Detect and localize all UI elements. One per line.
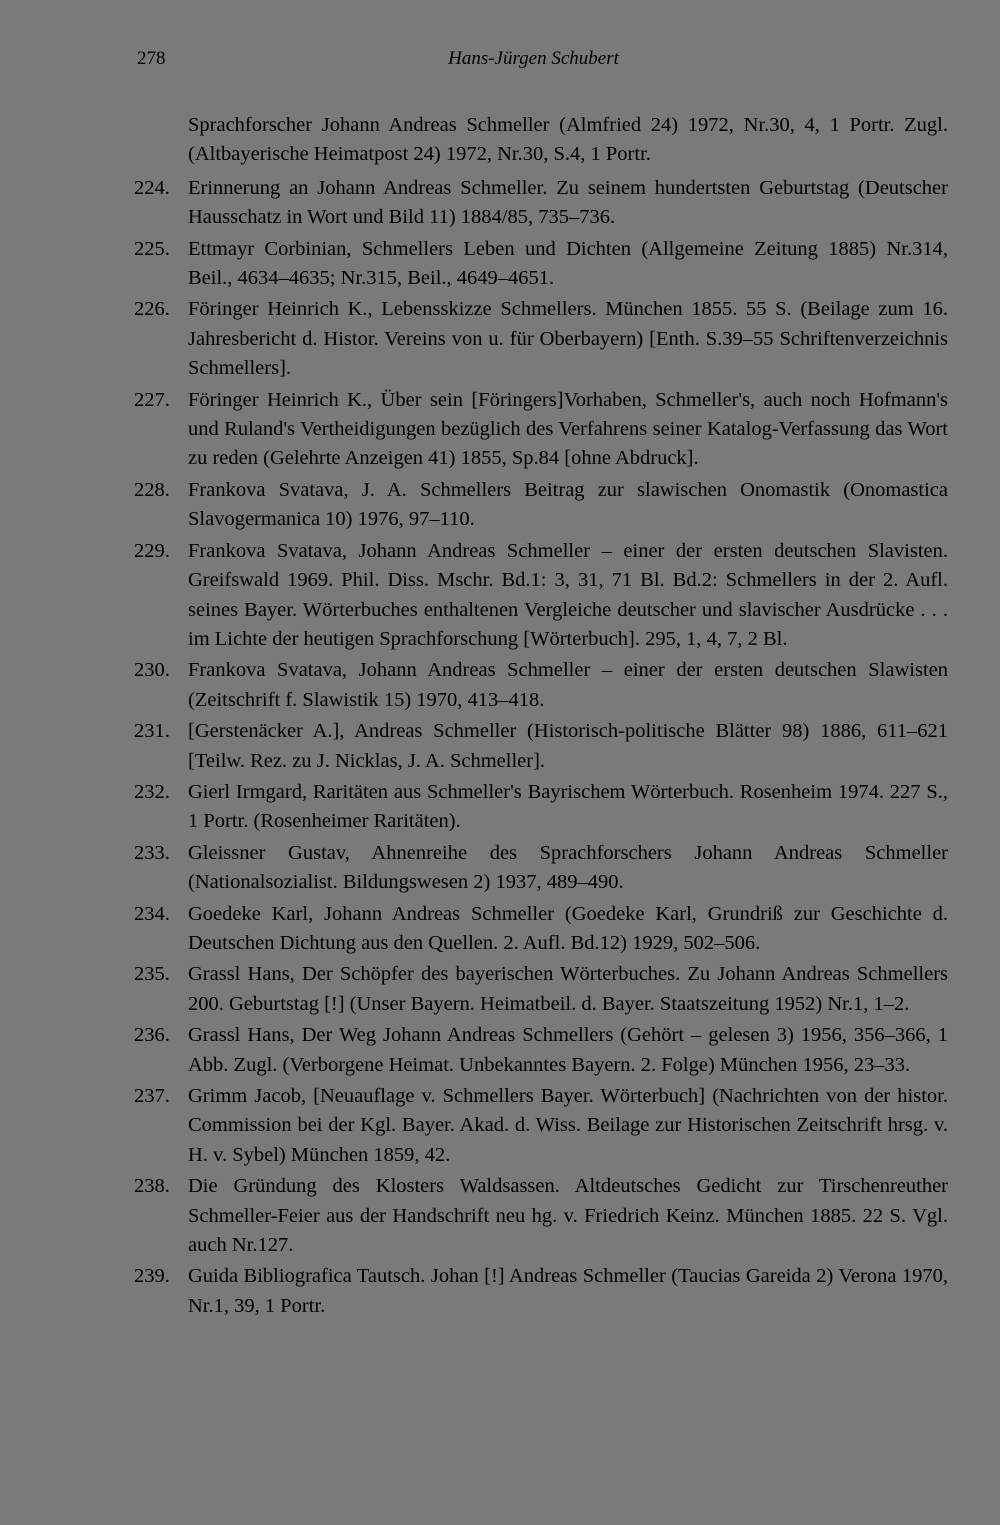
bibliography-continuation bbox=[134, 111, 948, 170]
entry-text: Sprachforscher Johann Andreas Schmeller (Almfried 24) 1972, Nr.30, 4, 1 Portr. Zugl. (Altbayerische Heimatpost 24) 1972, Nr.30, S.4, 1 Portr. bbox=[188, 114, 948, 166]
bibliography-entry-230 bbox=[134, 656, 948, 715]
entry-text: Erinnerung an Johann Andreas Schmeller. Zu seinem hundertsten Geburtstag (Deutscher Hausschatz in Wort und Bild 11) 1884/85, 735–736. bbox=[188, 176, 948, 229]
entry-text: Grimm Jacob, [Neuauflage v. Schmellers Bayer. Wörterbuch] (Nachrichten von der histor. Commission bei der Kgl. Bayer. Akad. d. Wiss. Beilage zur Historischen Zeitschrift hrsg. v. H. v. Sybel) München 1859, 42. bbox=[188, 1085, 948, 1166]
bibliography-entry-231 bbox=[134, 717, 948, 776]
bibliography-list bbox=[134, 111, 948, 1323]
entry-number: 229. bbox=[134, 539, 170, 562]
bibliography-entry-225 bbox=[134, 235, 948, 294]
entry-text: Frankova Svatava, Johann Andreas Schmeller – einer der ersten deutschen Slawisten (Zeitschrift f. Slawistik 15) 1970, 413–418. bbox=[188, 659, 948, 711]
entry-text: Frankova Svatava, J. A. Schmellers Beitrag zur slawischen Onomastik (Onomastica Slavogermanica 10) 1976, 97–110. bbox=[188, 478, 948, 531]
entry-text: Grassl Hans, Der Weg Johann Andreas Schmellers (Gehört – gelesen 3) 1956, 356–366, 1 Abb. Zugl. (Verborgene Heimat. Unbekanntes Bayern. 2. Folge) München 1956, 23–33. bbox=[188, 1024, 948, 1076]
bibliography-entry-226 bbox=[134, 295, 948, 383]
entry-text: Guida Bibliografica Tautsch. Johan [!] Andreas Schmeller (Taucias Gareida 2) Verona 1970, Nr.1, 39, 1 Portr. bbox=[188, 1265, 948, 1317]
entry-text: Föringer Heinrich K., Über sein [Föringers]Vorhaben, Schmeller's, auch noch Hofmann's und Ruland's Vertheidigungen bezüglich des Verfahrens seiner Katalog-Verfassung das Wort zu reden (Gelehrte Anzeigen 41) 1855, Sp.84 [ohne Abdruck]. bbox=[188, 388, 948, 470]
bibliography-entry-233 bbox=[134, 839, 948, 898]
entry-text: Gleissner Gustav, Ahnenreihe des Sprachforschers Johann Andreas Schmeller (Nationalsozialist. Bildungswesen 2) 1937, 489–490. bbox=[188, 841, 948, 894]
entry-text: Grassl Hans, Der Schöpfer des bayerischen Wörterbuches. Zu Johann Andreas Schmellers 200. Geburtstag [!] (Unser Bayern. Heimatbeil. d. Bayer. Staatszeitung 1952) Nr.1, 1–2. bbox=[188, 963, 948, 1015]
entry-number: 238. bbox=[134, 1175, 170, 1198]
entry-text: Goedeke Karl, Johann Andreas Schmeller (Goedeke Karl, Grundriß zur Geschichte d. Deutschen Dichtung aus den Quellen. 2. Aufl. Bd.12) 1929, 502–506. bbox=[188, 902, 948, 954]
entry-number: 228. bbox=[134, 478, 170, 501]
entry-number: 234. bbox=[134, 902, 170, 925]
entry-number: 227. bbox=[134, 388, 170, 411]
entry-number: 225. bbox=[134, 237, 170, 260]
bibliography-entry-229 bbox=[134, 537, 948, 655]
bibliography-entry-232 bbox=[134, 778, 948, 837]
entry-number: 233. bbox=[134, 841, 170, 864]
entry-text: Die Gründung des Klosters Waldsassen. Altdeutsches Gedicht zur Tirschenreuther Schmeller-Feier aus der Handschrift neu hg. v. Friedrich Keinz. München 1885. 22 S. Vgl. auch Nr.127. bbox=[188, 1175, 948, 1257]
entry-number: 232. bbox=[134, 780, 170, 803]
entry-text: Föringer Heinrich K., Lebensskizze Schmellers. München 1855. 55 S. (Beilage zum 16. Jahresbericht d. Histor. Vereins von u. für Oberbayern) [Enth. S.39–55 Schriftenverzeichnis Schmellers]. bbox=[188, 298, 948, 380]
bibliography-entry-228 bbox=[134, 476, 948, 535]
bibliography-entry-237 bbox=[134, 1082, 948, 1170]
entry-number: 237. bbox=[134, 1085, 170, 1107]
bibliography-entry-224 bbox=[134, 174, 948, 233]
bibliography-entry-227 bbox=[134, 386, 948, 474]
bibliography-entry-234 bbox=[134, 900, 948, 959]
entry-text: [Gerstenäcker A.], Andreas Schmeller (Historisch-politische Blätter 98) 1886, 611–621 [Teilw. Rez. zu J. Nicklas, J. A. Schmeller]. bbox=[188, 720, 948, 772]
entry-number: 224. bbox=[134, 176, 170, 199]
entry-number: 236. bbox=[134, 1024, 170, 1047]
entry-number: 231. bbox=[134, 720, 170, 743]
bibliography-entry-239 bbox=[134, 1262, 948, 1321]
entry-text: Frankova Svatava, Johann Andreas Schmeller – einer der ersten deutschen Slavisten. Greifswald 1969. Phil. Diss. Mschr. Bd.1: 3, 31, 71 Bl. Bd.2: Schmellers in der 2. Aufl. seines Bayer. Wörterbuches enthaltenen Vergleiche deutscher und slavischer Ausdrücke . . . im Lichte der heutigen Sprachforschung [Wörterbuch]. 295, 1, 4, 7, 2 Bl. bbox=[188, 539, 948, 650]
bibliography-entry-235 bbox=[134, 960, 948, 1019]
entry-number: 235. bbox=[134, 963, 170, 986]
entry-number: 230. bbox=[134, 659, 170, 682]
bibliography-entry-236 bbox=[134, 1021, 948, 1080]
entry-text: Ettmayr Corbinian, Schmellers Leben und Dichten (Allgemeine Zeitung 1885) Nr.314, Beil., 4634–4635; Nr.315, Beil., 4649–4651. bbox=[188, 237, 948, 290]
entry-number: 226. bbox=[134, 298, 170, 321]
entry-number: 239. bbox=[134, 1265, 170, 1288]
bibliography-entry-238 bbox=[134, 1172, 948, 1260]
running-head: Hans-Jürgen Schubert bbox=[448, 48, 619, 69]
entry-text: Gierl Irmgard, Raritäten aus Schmeller's Bayrischem Wörterbuch. Rosenheim 1974. 227 S., 1 Portr. (Rosenheimer Raritäten). bbox=[188, 780, 948, 833]
page-number: 278 bbox=[137, 48, 166, 69]
page-header bbox=[137, 48, 930, 78]
